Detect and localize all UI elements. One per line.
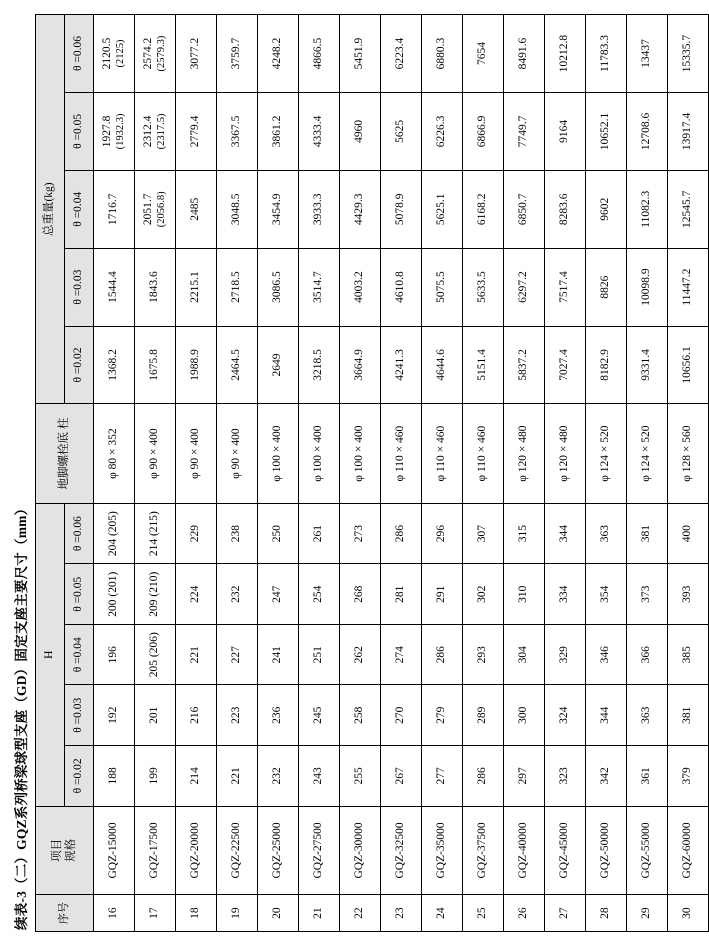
cell-weight-1: 3086.5 bbox=[258, 248, 299, 326]
cell-weight-2: 3933.3 bbox=[299, 170, 340, 248]
cell-weight-2: 9602 bbox=[586, 170, 627, 248]
cell-h-2: 241 bbox=[258, 624, 299, 685]
cell-h-2: 329 bbox=[545, 624, 586, 685]
cell-seq: 23 bbox=[381, 895, 422, 932]
cell-weight-1: 6297.2 bbox=[504, 248, 545, 326]
header-w-theta-1: θ =0.03 bbox=[65, 248, 94, 326]
cell-weight-2: 6850.7 bbox=[504, 170, 545, 248]
cell-weight-4: 15335.7 bbox=[668, 15, 709, 93]
cell-weight-2: 2051.7 (2056.8) bbox=[135, 170, 176, 248]
cell-weight-1: 10098.9 bbox=[627, 248, 668, 326]
cell-h-1: 236 bbox=[258, 685, 299, 746]
cell-h-1: 258 bbox=[340, 685, 381, 746]
cell-spec: GQZ-55000 bbox=[627, 806, 668, 895]
cell-h-1: 363 bbox=[627, 685, 668, 746]
cell-weight-3: 2779.4 bbox=[176, 93, 217, 171]
cell-seq: 26 bbox=[504, 895, 545, 932]
cell-h-1: 289 bbox=[463, 685, 504, 746]
cell-h-1: 344 bbox=[586, 685, 627, 746]
cell-weight-3: 4333.4 bbox=[299, 93, 340, 171]
cell-weight-2: 5625.1 bbox=[422, 170, 463, 248]
table-row bbox=[176, 15, 217, 932]
cell-weight-4: 4866.5 bbox=[299, 15, 340, 93]
table-row bbox=[668, 15, 709, 932]
cell-weight-1: 1843.6 bbox=[135, 248, 176, 326]
cell-h-0: 267 bbox=[381, 746, 422, 807]
cell-weight-4: 5451.9 bbox=[340, 15, 381, 93]
cell-h-4: 204 (205) bbox=[94, 503, 135, 564]
cell-h-3: 268 bbox=[340, 564, 381, 625]
cell-h-2: 293 bbox=[463, 624, 504, 685]
header-seq-label: 序号 bbox=[58, 902, 71, 925]
cell-spec: GQZ-35000 bbox=[422, 806, 463, 895]
table-header bbox=[36, 15, 94, 932]
table-row bbox=[463, 15, 504, 932]
cell-h-0: 243 bbox=[299, 746, 340, 807]
cell-h-0: 379 bbox=[668, 746, 709, 807]
cell-h-2: 274 bbox=[381, 624, 422, 685]
cell-h-3: 254 bbox=[299, 564, 340, 625]
cell-bolt: φ 128 × 560 bbox=[668, 404, 709, 503]
cell-weight-0: 3218.5 bbox=[299, 326, 340, 404]
cell-h-2: 286 bbox=[422, 624, 463, 685]
cell-spec: GQZ-20000 bbox=[176, 806, 217, 895]
cell-h-1: 324 bbox=[545, 685, 586, 746]
header-bolt-line2: 柱 bbox=[57, 417, 70, 430]
cell-seq: 30 bbox=[668, 895, 709, 932]
cell-bolt: φ 110 × 460 bbox=[422, 404, 463, 503]
table-row bbox=[340, 15, 381, 932]
cell-weight-0: 2464.5 bbox=[217, 326, 258, 404]
cell-bolt: φ 110 × 460 bbox=[463, 404, 504, 503]
cell-weight-1: 5633.5 bbox=[463, 248, 504, 326]
cell-spec: GQZ-45000 bbox=[545, 806, 586, 895]
header-bolt-line1: 地脚螺栓底 bbox=[57, 432, 70, 490]
cell-h-3: 247 bbox=[258, 564, 299, 625]
cell-weight-1: 2718.5 bbox=[217, 248, 258, 326]
cell-seq: 20 bbox=[258, 895, 299, 932]
cell-h-4: 286 bbox=[381, 503, 422, 564]
cell-spec: GQZ-22500 bbox=[217, 806, 258, 895]
cell-h-3: 373 bbox=[627, 564, 668, 625]
table-row bbox=[299, 15, 340, 932]
header-h-group: H bbox=[36, 503, 65, 806]
cell-bolt: φ 90 × 400 bbox=[176, 404, 217, 503]
cell-h-4: 250 bbox=[258, 503, 299, 564]
cell-h-4: 344 bbox=[545, 503, 586, 564]
cell-weight-0: 5837.2 bbox=[504, 326, 545, 404]
cell-bolt: φ 100 × 400 bbox=[299, 404, 340, 503]
cell-weight-4: 13437 bbox=[627, 15, 668, 93]
cell-h-2: 196 bbox=[94, 624, 135, 685]
cell-weight-3: 10652.1 bbox=[586, 93, 627, 171]
table-row bbox=[586, 15, 627, 932]
cell-weight-0: 4241.3 bbox=[381, 326, 422, 404]
cell-h-4: 273 bbox=[340, 503, 381, 564]
header-h-theta-4: θ =0.06 bbox=[65, 503, 94, 564]
cell-h-2: 385 bbox=[668, 624, 709, 685]
cell-weight-3: 6226.3 bbox=[422, 93, 463, 171]
header-spec bbox=[36, 806, 94, 895]
cell-weight-4: 6880.3 bbox=[422, 15, 463, 93]
cell-h-4: 214 (215) bbox=[135, 503, 176, 564]
header-w-theta-2: θ =0.04 bbox=[65, 170, 94, 248]
cell-seq: 22 bbox=[340, 895, 381, 932]
cell-weight-3: 13917.4 bbox=[668, 93, 709, 171]
cell-weight-4: 6223.4 bbox=[381, 15, 422, 93]
header-h-theta-3: θ =0.05 bbox=[65, 564, 94, 625]
cell-weight-3: 7749.7 bbox=[504, 93, 545, 171]
cell-h-2: 221 bbox=[176, 624, 217, 685]
cell-weight-1: 7517.4 bbox=[545, 248, 586, 326]
cell-spec: GQZ-27500 bbox=[299, 806, 340, 895]
cell-weight-0: 1988.9 bbox=[176, 326, 217, 404]
cell-weight-3: 6866.9 bbox=[463, 93, 504, 171]
cell-weight-0: 10656.1 bbox=[668, 326, 709, 404]
cell-bolt: φ 120 × 480 bbox=[504, 404, 545, 503]
cell-h-0: 255 bbox=[340, 746, 381, 807]
cell-h-2: 304 bbox=[504, 624, 545, 685]
header-w-theta-3: θ =0.05 bbox=[65, 93, 94, 171]
cell-h-3: 291 bbox=[422, 564, 463, 625]
cell-weight-2: 11082.3 bbox=[627, 170, 668, 248]
cell-h-1: 201 bbox=[135, 685, 176, 746]
cell-spec: GQZ-15000 bbox=[94, 806, 135, 895]
cell-spec: GQZ-40000 bbox=[504, 806, 545, 895]
cell-weight-0: 3664.9 bbox=[340, 326, 381, 404]
cell-weight-1: 8826 bbox=[586, 248, 627, 326]
cell-h-4: 381 bbox=[627, 503, 668, 564]
cell-h-0: 232 bbox=[258, 746, 299, 807]
cell-h-0: 286 bbox=[463, 746, 504, 807]
cell-h-0: 297 bbox=[504, 746, 545, 807]
cell-weight-1: 4003.2 bbox=[340, 248, 381, 326]
cell-weight-1: 1544.4 bbox=[94, 248, 135, 326]
cell-weight-4: 4248.2 bbox=[258, 15, 299, 93]
table-row bbox=[217, 15, 258, 932]
cell-weight-2: 5078.9 bbox=[381, 170, 422, 248]
cell-weight-0: 8182.9 bbox=[586, 326, 627, 404]
table-body bbox=[94, 15, 709, 932]
cell-weight-3: 5625 bbox=[381, 93, 422, 171]
cell-weight-2: 4429.3 bbox=[340, 170, 381, 248]
header-spec-line2: 规格 bbox=[64, 838, 77, 862]
cell-seq: 16 bbox=[94, 895, 135, 932]
cell-seq: 21 bbox=[299, 895, 340, 932]
cell-h-2: 205 (206) bbox=[135, 624, 176, 685]
cell-weight-4: 7654 bbox=[463, 15, 504, 93]
header-row-groups bbox=[36, 15, 65, 932]
cell-h-0: 199 bbox=[135, 746, 176, 807]
table-row bbox=[94, 15, 135, 932]
cell-bolt: φ 124 × 520 bbox=[586, 404, 627, 503]
cell-h-1: 216 bbox=[176, 685, 217, 746]
cell-weight-1: 11447.2 bbox=[668, 248, 709, 326]
cell-weight-4: 3759.7 bbox=[217, 15, 258, 93]
cell-spec: GQZ-32500 bbox=[381, 806, 422, 895]
cell-seq: 18 bbox=[176, 895, 217, 932]
header-spec-line1: 项目 bbox=[51, 838, 64, 862]
cell-h-0: 214 bbox=[176, 746, 217, 807]
header-bolt-group bbox=[36, 404, 94, 503]
cell-h-1: 300 bbox=[504, 685, 545, 746]
header-w-theta-4: θ =0.06 bbox=[65, 15, 94, 93]
cell-h-2: 366 bbox=[627, 624, 668, 685]
cell-weight-1: 5075.5 bbox=[422, 248, 463, 326]
cell-bolt: φ 124 × 520 bbox=[627, 404, 668, 503]
cell-h-3: 302 bbox=[463, 564, 504, 625]
cell-weight-3: 1927.8 (1932.3) bbox=[94, 93, 135, 171]
cell-h-4: 400 bbox=[668, 503, 709, 564]
cell-h-0: 221 bbox=[217, 746, 258, 807]
cell-weight-1: 3514.7 bbox=[299, 248, 340, 326]
header-h-theta-1: θ =0.03 bbox=[65, 685, 94, 746]
cell-weight-0: 4644.6 bbox=[422, 326, 463, 404]
cell-weight-0: 2649 bbox=[258, 326, 299, 404]
cell-h-3: 310 bbox=[504, 564, 545, 625]
cell-h-3: 354 bbox=[586, 564, 627, 625]
cell-h-1: 279 bbox=[422, 685, 463, 746]
cell-h-3: 200 (201) bbox=[94, 564, 135, 625]
cell-weight-2: 8283.6 bbox=[545, 170, 586, 248]
header-weight-group: 总重量(kg) bbox=[36, 15, 65, 404]
cell-weight-3: 4960 bbox=[340, 93, 381, 171]
cell-h-3: 393 bbox=[668, 564, 709, 625]
cell-spec: GQZ-30000 bbox=[340, 806, 381, 895]
table-row bbox=[545, 15, 586, 932]
cell-weight-0: 1675.8 bbox=[135, 326, 176, 404]
cell-weight-2: 3454.9 bbox=[258, 170, 299, 248]
header-h-theta-2: θ =0.04 bbox=[65, 624, 94, 685]
cell-bolt: φ 110 × 460 bbox=[381, 404, 422, 503]
cell-weight-4: 3077.2 bbox=[176, 15, 217, 93]
cell-spec: GQZ-25000 bbox=[258, 806, 299, 895]
cell-weight-0: 7027.4 bbox=[545, 326, 586, 404]
cell-weight-2: 6168.2 bbox=[463, 170, 504, 248]
cell-spec: GQZ-60000 bbox=[668, 806, 709, 895]
cell-h-1: 245 bbox=[299, 685, 340, 746]
cell-bolt: φ 80 × 352 bbox=[94, 404, 135, 503]
cell-seq: 19 bbox=[217, 895, 258, 932]
cell-weight-0: 1368.2 bbox=[94, 326, 135, 404]
cell-weight-4: 8491.6 bbox=[504, 15, 545, 93]
cell-h-1: 192 bbox=[94, 685, 135, 746]
cell-bolt: φ 120 × 480 bbox=[545, 404, 586, 503]
cell-h-2: 346 bbox=[586, 624, 627, 685]
header-seq bbox=[36, 895, 94, 932]
cell-seq: 27 bbox=[545, 895, 586, 932]
cell-h-4: 296 bbox=[422, 503, 463, 564]
cell-bolt: φ 90 × 400 bbox=[135, 404, 176, 503]
rotated-table-inner bbox=[10, 12, 694, 932]
cell-h-3: 334 bbox=[545, 564, 586, 625]
cell-h-4: 238 bbox=[217, 503, 258, 564]
cell-bolt: φ 100 × 400 bbox=[258, 404, 299, 503]
cell-h-0: 323 bbox=[545, 746, 586, 807]
cell-h-0: 277 bbox=[422, 746, 463, 807]
table-row bbox=[381, 15, 422, 932]
cell-weight-2: 12545.7 bbox=[668, 170, 709, 248]
table-row bbox=[135, 15, 176, 932]
cell-weight-0: 5151.4 bbox=[463, 326, 504, 404]
cell-h-3: 281 bbox=[381, 564, 422, 625]
cell-seq: 28 bbox=[586, 895, 627, 932]
cell-h-0: 361 bbox=[627, 746, 668, 807]
cell-h-0: 188 bbox=[94, 746, 135, 807]
cell-weight-2: 3048.5 bbox=[217, 170, 258, 248]
cell-weight-0: 9331.4 bbox=[627, 326, 668, 404]
table-row bbox=[627, 15, 668, 932]
cell-weight-3: 2312.4 (2317.5) bbox=[135, 93, 176, 171]
cell-h-2: 251 bbox=[299, 624, 340, 685]
cell-bolt: φ 90 × 400 bbox=[217, 404, 258, 503]
header-h-theta-0: θ =0.02 bbox=[65, 746, 94, 807]
cell-spec: GQZ-17500 bbox=[135, 806, 176, 895]
page-title: 续表-3（二）GQZ系列桥梁球型支座（GD）固定支座主要尺寸（mm） bbox=[14, 501, 29, 930]
cell-h-1: 223 bbox=[217, 685, 258, 746]
cell-weight-4: 10212.8 bbox=[545, 15, 586, 93]
table-row bbox=[422, 15, 463, 932]
cell-spec: GQZ-37500 bbox=[463, 806, 504, 895]
cell-weight-3: 3367.5 bbox=[217, 93, 258, 171]
cell-weight-3: 9164 bbox=[545, 93, 586, 171]
specifications-table bbox=[35, 14, 709, 932]
cell-weight-4: 11783.3 bbox=[586, 15, 627, 93]
cell-h-1: 270 bbox=[381, 685, 422, 746]
cell-weight-3: 3861.2 bbox=[258, 93, 299, 171]
table-row bbox=[258, 15, 299, 932]
cell-weight-2: 1716.7 bbox=[94, 170, 135, 248]
cell-weight-4: 2120.5 (2125) bbox=[94, 15, 135, 93]
cell-spec: GQZ-50000 bbox=[586, 806, 627, 895]
cell-weight-1: 2215.1 bbox=[176, 248, 217, 326]
cell-h-4: 307 bbox=[463, 503, 504, 564]
cell-h-0: 342 bbox=[586, 746, 627, 807]
cell-weight-2: 2485 bbox=[176, 170, 217, 248]
cell-h-4: 261 bbox=[299, 503, 340, 564]
cell-h-2: 262 bbox=[340, 624, 381, 685]
cell-weight-4: 2574.2 (2579.3) bbox=[135, 15, 176, 93]
cell-h-4: 363 bbox=[586, 503, 627, 564]
cell-h-4: 315 bbox=[504, 503, 545, 564]
cell-seq: 25 bbox=[463, 895, 504, 932]
cell-h-3: 232 bbox=[217, 564, 258, 625]
cell-bolt: φ 100 × 400 bbox=[340, 404, 381, 503]
cell-seq: 29 bbox=[627, 895, 668, 932]
table-row bbox=[504, 15, 545, 932]
header-w-theta-0: θ =0.02 bbox=[65, 326, 94, 404]
cell-h-2: 227 bbox=[217, 624, 258, 685]
cell-h-4: 229 bbox=[176, 503, 217, 564]
cell-weight-1: 4610.8 bbox=[381, 248, 422, 326]
cell-weight-3: 12708.6 bbox=[627, 93, 668, 171]
cell-h-1: 381 bbox=[668, 685, 709, 746]
cell-seq: 24 bbox=[422, 895, 463, 932]
cell-h-3: 224 bbox=[176, 564, 217, 625]
cell-seq: 17 bbox=[135, 895, 176, 932]
cell-h-3: 209 (210) bbox=[135, 564, 176, 625]
